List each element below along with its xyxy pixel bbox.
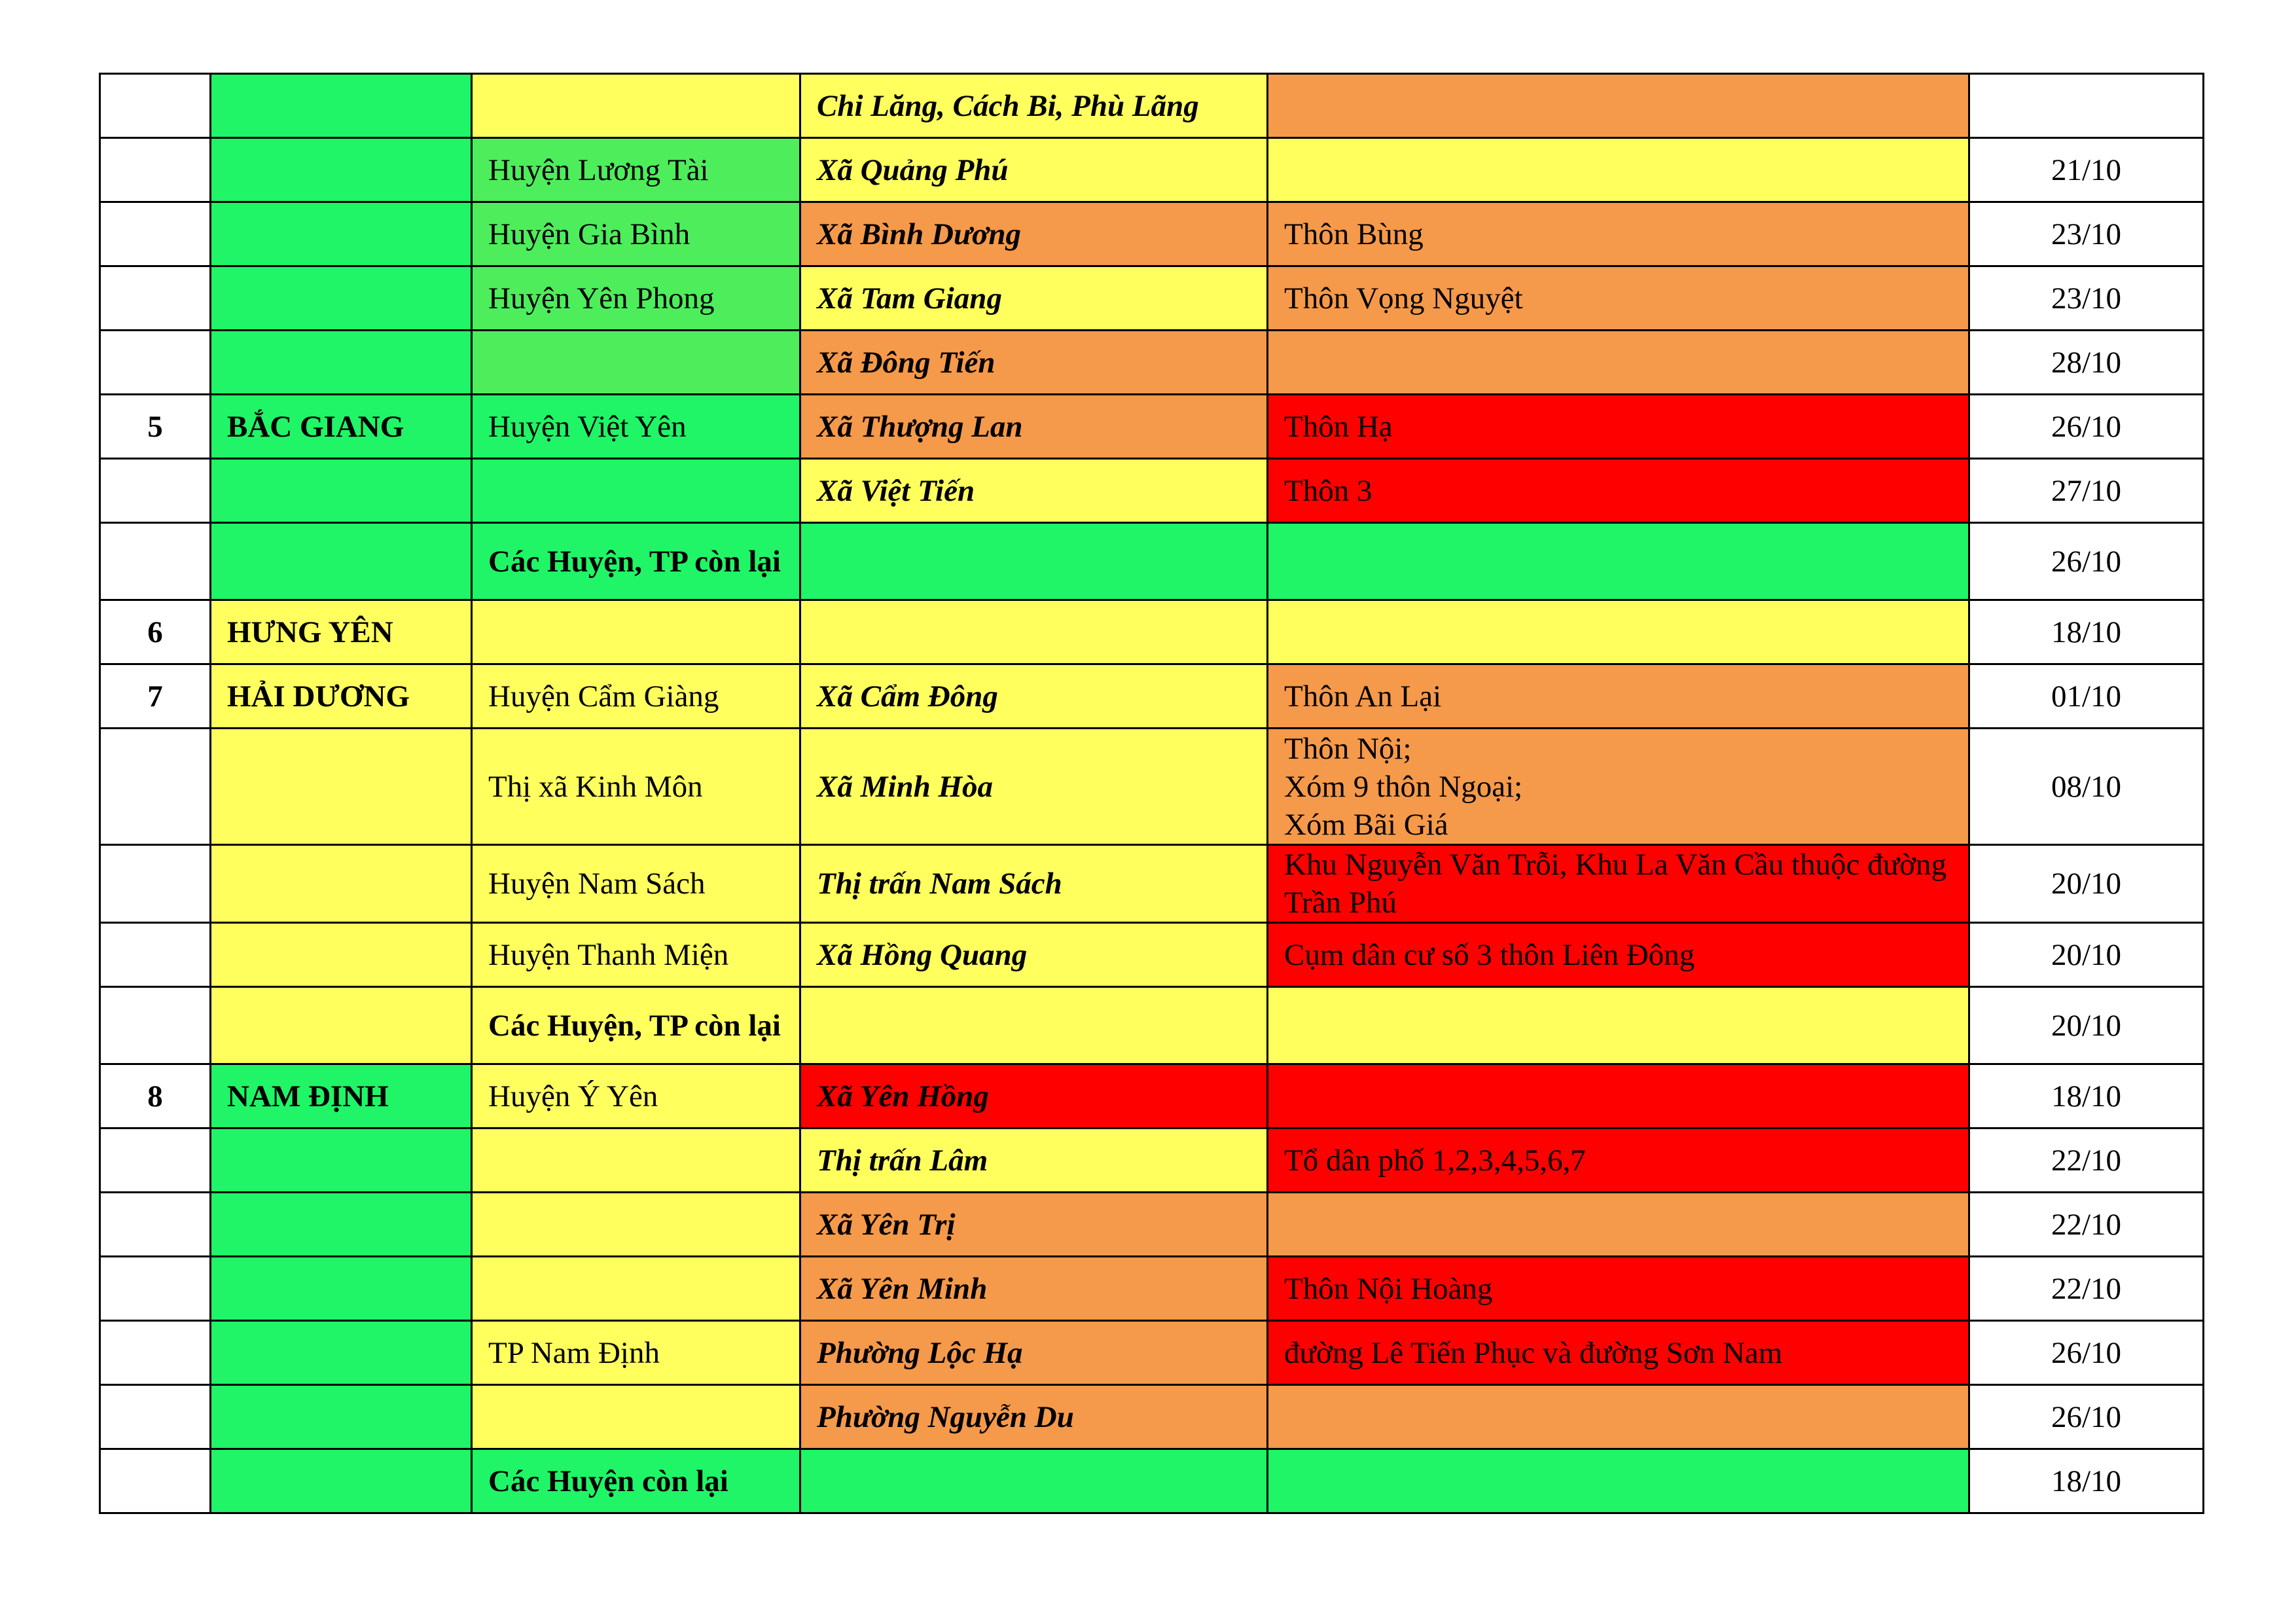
ward-cell [800,523,1268,600]
province-cell [211,987,472,1064]
district-cell [472,1128,800,1193]
district-cell: Các Huyện còn lại [472,1449,800,1513]
row-number [100,74,211,138]
province-cell [211,845,472,923]
row-number: 7 [100,664,211,729]
ward-cell: Xã Thượng Lan [800,395,1268,459]
table-row [100,923,2204,987]
table-row [100,987,2204,1064]
date-cell: 27/10 [1969,459,2204,523]
province-cell [211,923,472,987]
province-cell [211,1321,472,1385]
table-row [100,1449,2204,1513]
row-number [100,459,211,523]
date-cell: 18/10 [1969,600,2204,664]
district-cell: Huyện Ý Yên [472,1064,800,1128]
detail-cell: Thôn Hạ [1268,395,1969,459]
province-cell [211,523,472,600]
date-cell [1969,74,2204,138]
district-cell: Huyện Yên Phong [472,266,800,331]
district-cell [472,331,800,395]
date-cell: 22/10 [1969,1193,2204,1257]
row-number [100,138,211,202]
detail-cell: Thôn 3 [1268,459,1969,523]
district-cell: TP Nam Định [472,1321,800,1385]
ward-cell: Xã Tam Giang [800,266,1268,331]
detail-cell [1268,1385,1969,1449]
province-cell [211,1449,472,1513]
detail-cell [1268,523,1969,600]
table-row [100,729,2204,845]
table-row [100,1193,2204,1257]
ward-cell: Chi Lăng, Cách Bi, Phù Lãng [800,74,1268,138]
row-number [100,1128,211,1193]
detail-cell [1268,600,1969,664]
covid-risk-table [99,73,2204,1514]
district-cell [472,74,800,138]
table-row [100,664,2204,729]
province-cell [211,331,472,395]
date-cell: 23/10 [1969,202,2204,266]
province-cell [211,1257,472,1321]
province-cell: NAM ĐỊNH [211,1064,472,1128]
date-cell: 20/10 [1969,987,2204,1064]
table-row [100,1064,2204,1128]
ward-cell: Phường Nguyễn Du [800,1385,1268,1449]
row-number: 5 [100,395,211,459]
province-cell [211,138,472,202]
district-cell [472,600,800,664]
district-cell: Huyện Cẩm Giàng [472,664,800,729]
ward-cell: Xã Yên Trị [800,1193,1268,1257]
district-cell [472,1385,800,1449]
detail-cell: Thôn Bùng [1268,202,1969,266]
date-cell: 21/10 [1969,138,2204,202]
detail-cell: Thôn Nội Hoàng [1268,1257,1969,1321]
ward-cell: Xã Đông Tiến [800,331,1268,395]
district-cell: Thị xã Kinh Môn [472,729,800,845]
date-cell: 18/10 [1969,1064,2204,1128]
ward-cell: Xã Yên Minh [800,1257,1268,1321]
detail-cell: đường Lê Tiến Phục và đường Sơn Nam [1268,1321,1969,1385]
row-number [100,923,211,987]
row-number [100,331,211,395]
date-cell: 23/10 [1969,266,2204,331]
detail-cell [1268,138,1969,202]
district-cell: Các Huyện, TP còn lại [472,987,800,1064]
table-row [100,74,2204,138]
district-cell [472,1193,800,1257]
date-cell: 08/10 [1969,729,2204,845]
ward-cell: Xã Quảng Phú [800,138,1268,202]
table-body [100,74,2204,1513]
row-number [100,523,211,600]
detail-cell [1268,1449,1969,1513]
row-number [100,1193,211,1257]
province-cell: HẢI DƯƠNG [211,664,472,729]
table-row [100,1385,2204,1449]
province-cell [211,1193,472,1257]
district-cell: Huyện Nam Sách [472,845,800,923]
date-cell: 18/10 [1969,1449,2204,1513]
date-cell: 28/10 [1969,331,2204,395]
detail-cell: Thôn Vọng Nguyệt [1268,266,1969,331]
row-number: 8 [100,1064,211,1128]
date-cell: 22/10 [1969,1128,2204,1193]
district-cell: Các Huyện, TP còn lại [472,523,800,600]
detail-cell: Cụm dân cư số 3 thôn Liên Đông [1268,923,1969,987]
row-number [100,729,211,845]
row-number [100,1449,211,1513]
table-row [100,1257,2204,1321]
date-cell: 26/10 [1969,523,2204,600]
detail-cell [1268,987,1969,1064]
detail-cell [1268,1193,1969,1257]
ward-cell: Phường Lộc Hạ [800,1321,1268,1385]
row-number [100,1321,211,1385]
district-cell [472,1257,800,1321]
table-row [100,600,2204,664]
province-cell [211,74,472,138]
detail-cell: Tổ dân phố 1,2,3,4,5,6,7 [1268,1128,1969,1193]
date-cell: 20/10 [1969,923,2204,987]
date-cell: 22/10 [1969,1257,2204,1321]
detail-cell: Thôn An Lại [1268,664,1969,729]
district-cell: Huyện Thanh Miện [472,923,800,987]
table-row [100,395,2204,459]
row-number [100,266,211,331]
province-cell [211,1385,472,1449]
ward-cell: Xã Yên Hồng [800,1064,1268,1128]
row-number [100,1257,211,1321]
detail-cell [1268,1064,1969,1128]
date-cell: 26/10 [1969,1321,2204,1385]
table-row [100,266,2204,331]
ward-cell: Xã Hồng Quang [800,923,1268,987]
table-row [100,1321,2204,1385]
row-number: 6 [100,600,211,664]
ward-cell: Thị trấn Nam Sách [800,845,1268,923]
date-cell: 01/10 [1969,664,2204,729]
ward-cell [800,600,1268,664]
row-number [100,845,211,923]
table-row [100,459,2204,523]
ward-cell: Xã Bình Dương [800,202,1268,266]
table-row [100,523,2204,600]
row-number [100,1385,211,1449]
ward-cell: Xã Cẩm Đông [800,664,1268,729]
ward-cell: Xã Minh Hòa [800,729,1268,845]
date-cell: 26/10 [1969,395,2204,459]
detail-cell: Khu Nguyễn Văn Trỗi, Khu La Văn Cầu thuộc đường Trần Phú [1268,845,1969,923]
district-cell: Huyện Lương Tài [472,138,800,202]
province-cell [211,459,472,523]
ward-cell: Thị trấn Lâm [800,1128,1268,1193]
district-cell [472,459,800,523]
province-cell: BẮC GIANG [211,395,472,459]
province-cell [211,266,472,331]
row-number [100,202,211,266]
table-row [100,202,2204,266]
province-cell [211,1128,472,1193]
ward-cell [800,987,1268,1064]
ward-cell: Xã Việt Tiến [800,459,1268,523]
date-cell: 20/10 [1969,845,2204,923]
province-cell [211,202,472,266]
ward-cell [800,1449,1268,1513]
detail-cell [1268,74,1969,138]
table-row [100,331,2204,395]
table-row [100,138,2204,202]
province-cell: HƯNG YÊN [211,600,472,664]
district-cell: Huyện Gia Bình [472,202,800,266]
row-number [100,987,211,1064]
table-row [100,845,2204,923]
detail-cell [1268,331,1969,395]
date-cell: 26/10 [1969,1385,2204,1449]
table-row [100,1128,2204,1193]
province-cell [211,729,472,845]
district-cell: Huyện Việt Yên [472,395,800,459]
detail-cell: Thôn Nội; Xóm 9 thôn Ngoại; Xóm Bãi Giá [1268,729,1969,845]
